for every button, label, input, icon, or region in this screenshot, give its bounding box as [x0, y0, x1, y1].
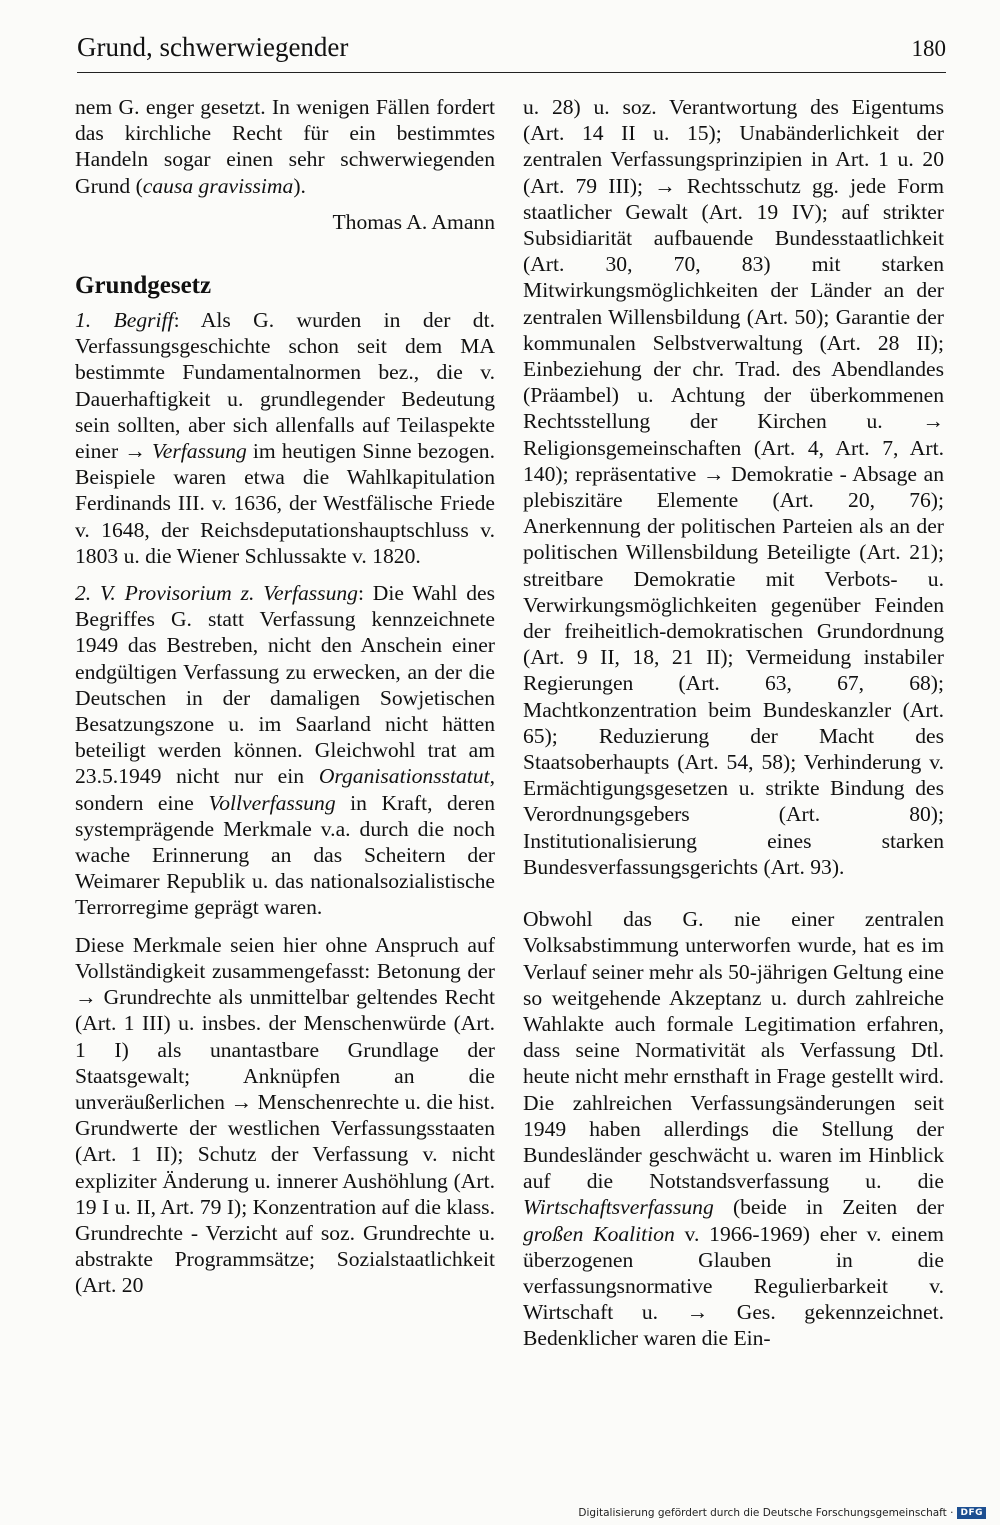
- page-number: 180: [911, 36, 946, 61]
- section-1-paragraph: 1. Begriff: Als G. wurden in der dt. Verfassungsgeschichte schon seit dem MA bestimmte Fundamentalnormen bez., die v. Dauerhaftigkeit u. grundlegender Bedeutung sein sollten, aber sich allenfalls auf Teilaspekte einer → Verfassung im heutigen Sinne bezogen. Beispiele waren etwa die Wahlkapitulation Ferdinands III. v. 1636, der Westfälische Friede v. 1648, der Reichsdeputationshauptschluss v. 1803 u. die Wiener Schlussakte v. 1820.: [75, 308, 495, 568]
- section-2-label: 2. V. Provisorium z. Verfassung: [75, 581, 358, 606]
- author-signature: Thomas A. Amann: [332, 209, 495, 234]
- section-2-paragraph: 2. V. Provisorium z. Verfassung: Die Wahl des Begriffes G. statt Verfassung kennzeichnete 1949 das Bestreben, nicht den Anschein einer endgültigen Verfassung zu erwecken, an der die Deutschen in der damaligen Sowjetischen Besatzungszone u. im Saarland nicht hätten beteiligt werden können. Gleichwohl trat am 23.5.1949 nicht nur ein Organisationsstatut, sondern eine Vollverfassung in Kraft, deren systemprägende Merkmale v.a. durch die noch wache Erinnerung an das Scheitern der Weimarer Republik u. das nationalsozialistische Terrorregime geprägt waren.: [75, 581, 495, 920]
- header-title: Grund, schwerwiegender: [77, 32, 349, 62]
- running-header: [77, 30, 946, 73]
- intro-paragraph: nem G. enger gesetzt. In wenigen Fällen fordert das kirchliche Recht für ein bestimmtes Handeln sogar einen sehr schwerwiegenden Grund (causa gravissima).: [75, 95, 495, 198]
- acceptance-paragraph: Obwohl das G. nie einer zentralen Volksabstimmung unterworfen wurde, hat es im Verlauf seiner mehr als 50-jährigen Geltung eine so weitgehende Akzeptanz u. durch zahlreiche Wahlakte auch formale Legitimation erfahren, dass seine Normativität als Verfassung Dtl. heute nicht mehr ernsthaft in Frage gestellt wird. Die zahlreichen Verfassungsänderungen seit 1949 haben allerdings die Stellung der Bundesländer geschwächt u. waren im Hinblick auf die Notstandsverfassung u. die Wirtschaftsverfassung (beide in Zeiten der großen Koalition v. 1966-1969) eher v. einem überzogenen Glauben in die verfassungsnormative Regulierbarkeit v. Wirtschaft u. → Ges. gekennzeichnet. Bedenklicher waren die Ein-: [523, 907, 944, 1351]
- features-continued-paragraph: u. 28) u. soz. Verantwortung des Eigentums (Art. 14 II u. 15); Unabänderlichkeit der zentralen Verfassungsprinzipien in Art. 1 u. 20 (Art. 79 III); → Rechtsschutz gg. jede Form staatlicher Gewalt (Art. 19 IV); auf strikter Subsidiarität aufbauende Bundesstaatlichkeit (Art. 30, 70, 83) mit starken Mitwirkungsmöglichkeiten der Länder an der zentralen Willensbildung (Art. 50); Garantie der kommunalen Selbstverwaltung (Art. 28 II); Einbeziehung der chr. Trad. des Abendlandes (Präambel) u. Achtung der überkommenen Rechtsstellung der Kirchen u. → Religionsgemeinschaften (Art. 4, Art. 7, Art. 140); repräsentative → Demokratie - Absage an plebiszitäre Elemente (Art. 20, 76); Anerkennung der politischen Parteien als an der politischen Willensbildung Beteiligte (Art. 21); streitbare Demokratie mit Verbots- u. Verwirkungsmöglichkeiten gegenüber Feinden der freiheitlich-demokratischen Grundordnung (Art. 9 II, 18, 21 II); Vermeidung instabiler Regierungen (Art. 63, 67, 68); Machtkonzentration beim Bundeskanzler (Art. 65); Reduzierung der Macht des Staatsoberhaupts (Art. 54, 58); Verhinderung v. Ermächtigungsgesetzen u. strikte Bindung des Verordnungsgebers (Art. 80); Institutionalisierung eines starken Bundesverfassungsgerichts (Art. 93).: [523, 95, 944, 879]
- features-paragraph: Diese Merkmale seien hier ohne Anspruch auf Vollständigkeit zusammengefasst: Betonung der → Grundrechte als unmittelbar geltendes Recht (Art. 1 III) u. insbes. der Menschenwürde (Art. 1 I) als unantastbare Grundlage der Staatsgewalt; Anknüpfen an die unveräußerlichen → Menschenrechte u. die hist. Grundwerte der westlichen Verfassungsstaaten (Art. 1 II); Schutz der Verfassung v. nicht expliziter Änderung u. innerer Aushöhlung (Art. 19 I u. II, Art. 79 I); Konzentration auf die klass. Grundrechte - Verzicht auf soz. Grundrechte u. abstrakte Programmsätze; Sozialstaatlichkeit (Art. 20: [75, 932, 495, 1298]
- digitization-footer: [578, 1507, 986, 1519]
- left-column: [75, 94, 495, 1299]
- right-column: [523, 94, 944, 1352]
- dfg-logo: DFG: [957, 1507, 986, 1519]
- section-1-label: 1. Begriff: [75, 308, 174, 333]
- footer-text: Digitalisierung gefördert durch die Deutsche Forschungsgemeinschaft ·: [578, 1507, 954, 1519]
- article-heading: Grundgesetz: [75, 272, 212, 300]
- cross-reference-link[interactable]: Verfassung: [152, 439, 247, 464]
